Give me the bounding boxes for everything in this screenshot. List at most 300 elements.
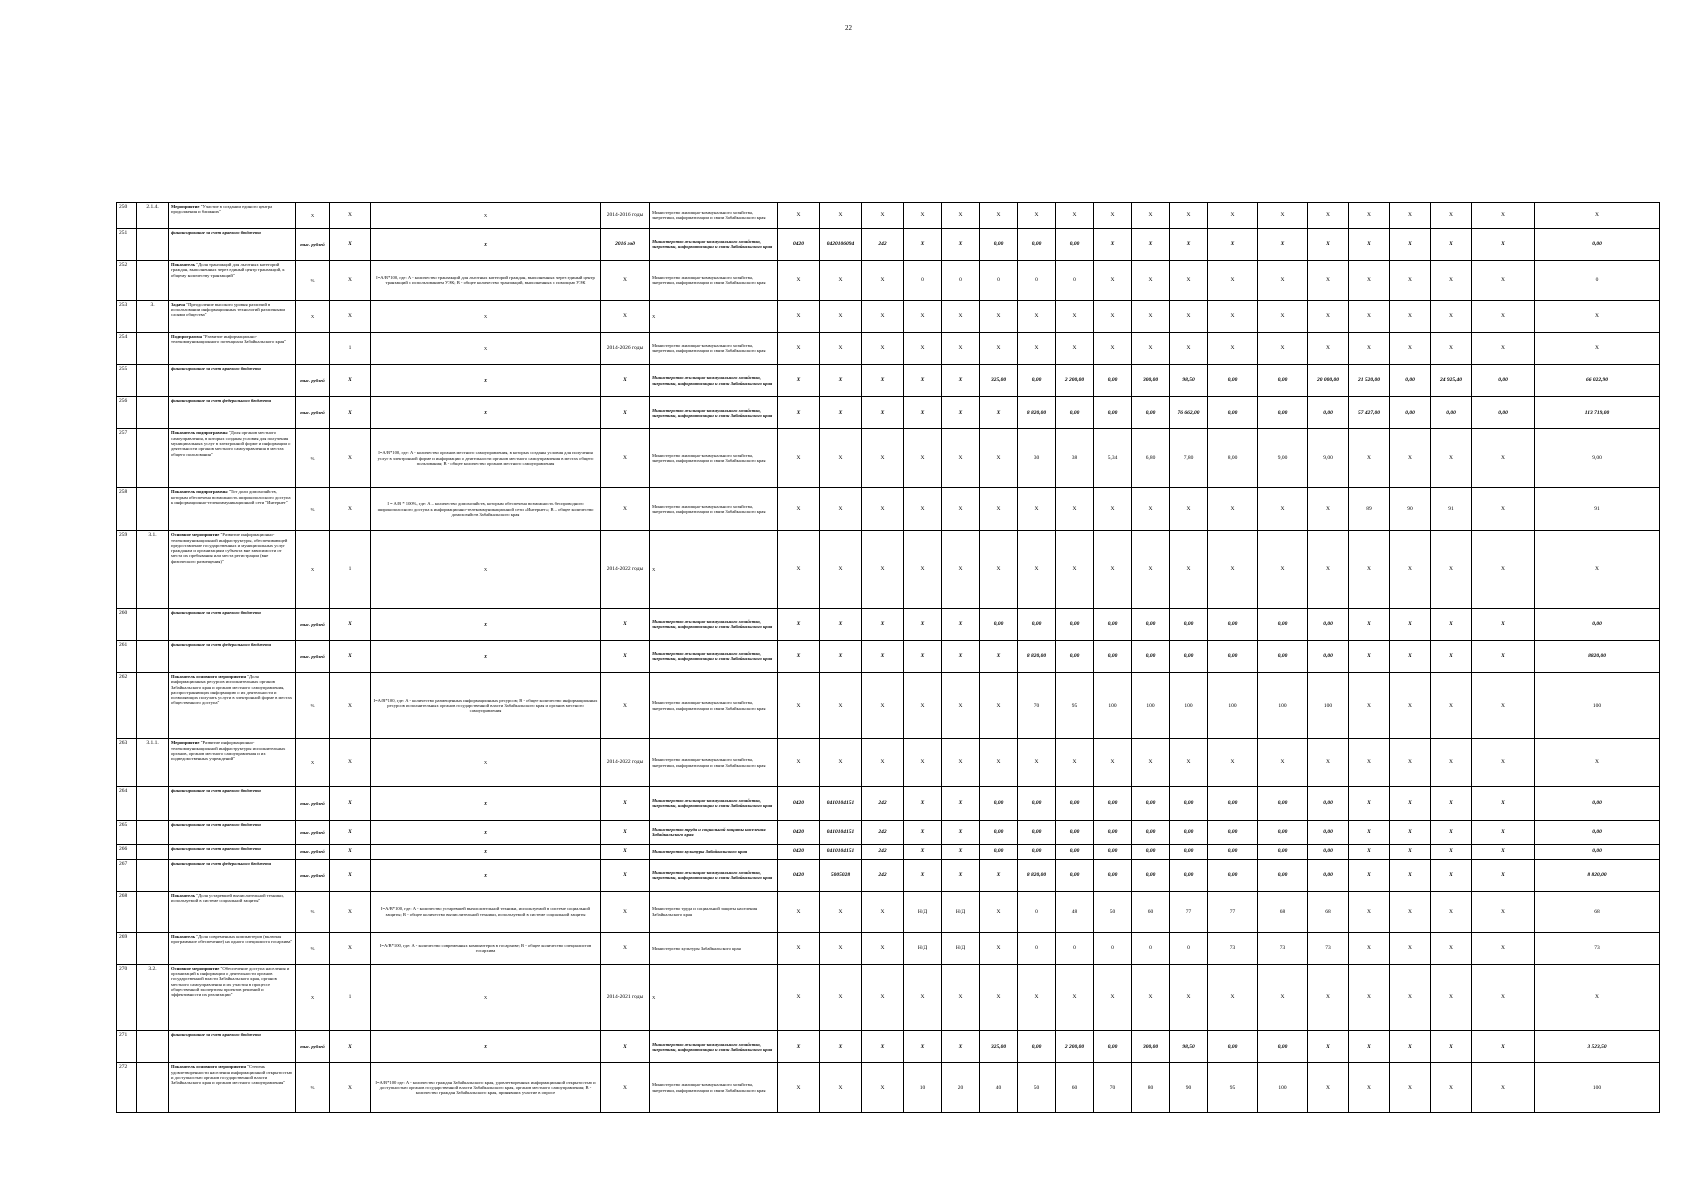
- row-value-cell: Х: [942, 672, 980, 739]
- row-period: Х: [601, 859, 650, 891]
- row-value-cell: Х: [1349, 1063, 1390, 1113]
- row-value-cell: Н/Д: [904, 891, 942, 932]
- row-name: [169, 964, 296, 1031]
- row-formula: Х: [371, 397, 601, 429]
- row-value-cell: Х: [1431, 260, 1472, 300]
- table-row: [117, 786, 1660, 820]
- row-number: 260: [117, 608, 137, 640]
- row-unit: тыс. рублей: [296, 228, 330, 260]
- row-name: [169, 932, 296, 964]
- row-value-cell: 0,00: [1018, 786, 1056, 820]
- row-value-cell: Х: [1431, 332, 1472, 364]
- row-value-cell: Х: [1258, 203, 1308, 229]
- row-value-cell: Х: [1472, 429, 1535, 488]
- row-executor: Х: [330, 891, 371, 932]
- row-number: 261: [117, 640, 137, 672]
- row-value-cell: Х: [980, 672, 1018, 739]
- row-value-cell: 73: [1535, 932, 1660, 964]
- row-value-cell: 0,00: [1094, 844, 1132, 859]
- row-value-cell: Х: [942, 964, 980, 1031]
- row-text: финансирование за счет федерального бюджета: [171, 860, 272, 866]
- row-unit: тыс. рублей: [296, 859, 330, 891]
- row-formula: Х: [371, 228, 601, 260]
- row-value-cell: 0,00: [1390, 365, 1431, 397]
- row-value-cell: Х: [1208, 228, 1258, 260]
- row-value-cell: Х: [862, 488, 904, 531]
- row-number: 257: [117, 429, 137, 488]
- row-value-cell: 3 523,50: [1535, 1031, 1660, 1063]
- row-value-cell: Х: [1390, 932, 1431, 964]
- row-value-cell: Х: [1258, 260, 1308, 300]
- table-row: [117, 1063, 1660, 1113]
- row-responsible: Министерство жилищно-коммунального хозяйства, энергетики, информатизации и связи Забайкальского края: [650, 1031, 778, 1063]
- row-value-cell: Х: [904, 300, 942, 332]
- row-unit: Х: [296, 203, 330, 229]
- row-text: "Развитие информационно-телекоммуникационной инфраструктуры исполнительных органов, органов местного самоуправления и их подведомственных учреждений": [171, 740, 286, 762]
- row-value-cell: Х: [942, 203, 980, 229]
- row-value-cell: 0,00: [1170, 608, 1208, 640]
- row-unit: %: [296, 891, 330, 932]
- row-executor: Х: [330, 300, 371, 332]
- row-label: Основное мероприятие: [171, 965, 220, 971]
- row-value-cell: Х: [1431, 859, 1472, 891]
- row-value-cell: Х: [1132, 203, 1170, 229]
- row-executor: Х: [330, 488, 371, 531]
- row-value-cell: 0,00: [1208, 786, 1258, 820]
- row-value-cell: 0: [1094, 932, 1132, 964]
- row-name: [169, 332, 296, 364]
- row-value-cell: Х: [1349, 672, 1390, 739]
- row-value-cell: 68: [1258, 891, 1308, 932]
- row-value-cell: Х: [1390, 203, 1431, 229]
- row-value-cell: 0,00: [1132, 844, 1170, 859]
- row-value-cell: Х: [862, 640, 904, 672]
- row-value-cell: 100: [1208, 672, 1258, 739]
- row-value-cell: 100: [1308, 672, 1349, 739]
- row-value-cell: 0,00: [1132, 859, 1170, 891]
- row-number: 258: [117, 488, 137, 531]
- row-value-cell: Х: [1472, 488, 1535, 531]
- row-value-cell: Х: [1431, 640, 1472, 672]
- row-text: финансирование за счет краевого бюджета: [171, 1032, 261, 1038]
- row-value-cell: Х: [862, 332, 904, 364]
- row-value-cell: Х: [820, 608, 862, 640]
- row-value-cell: Х: [980, 932, 1018, 964]
- row-value-cell: Х: [1132, 332, 1170, 364]
- row-value-cell: Х: [862, 739, 904, 786]
- row-code: [137, 608, 169, 640]
- row-executor: Х: [330, 608, 371, 640]
- row-formula: Х: [371, 786, 601, 820]
- row-number: 267: [117, 859, 137, 891]
- row-value-cell: Х: [1308, 488, 1349, 531]
- row-unit: Х: [296, 531, 330, 608]
- row-value-cell: 50: [1018, 1063, 1056, 1113]
- table-row: [117, 260, 1660, 300]
- row-executor: Х: [330, 1063, 371, 1113]
- row-value-cell: Х: [820, 260, 862, 300]
- row-value-cell: 0,00: [1018, 844, 1056, 859]
- row-value-cell: 0,00: [1170, 859, 1208, 891]
- row-value-cell: Х: [942, 1031, 980, 1063]
- row-value-cell: Х: [942, 488, 980, 531]
- row-label: Подпрограмма: [171, 333, 203, 339]
- row-unit: тыс. рублей: [296, 397, 330, 429]
- row-executor: Х: [330, 365, 371, 397]
- row-value-cell: 0,00: [980, 786, 1018, 820]
- row-value-cell: 325,00: [980, 1031, 1018, 1063]
- row-name: [169, 672, 296, 739]
- row-responsible: Министерство жилищно-коммунального хозяйства, энергетики, информатизации и связи Забайкальского края: [650, 332, 778, 364]
- row-value-cell: Х: [1431, 608, 1472, 640]
- row-value-cell: Х: [942, 365, 980, 397]
- row-value-cell: Х: [1431, 1063, 1472, 1113]
- row-value-cell: Х: [820, 1031, 862, 1063]
- row-value-cell: 0,00: [1535, 228, 1660, 260]
- row-code: [137, 429, 169, 488]
- row-value-cell: 0,00: [1132, 821, 1170, 845]
- row-value-cell: Х: [1018, 300, 1056, 332]
- row-value-cell: 0,00: [1094, 859, 1132, 891]
- row-executor: Х: [330, 640, 371, 672]
- row-value-cell: Х: [1056, 488, 1094, 531]
- row-period: Х: [601, 932, 650, 964]
- row-value-cell: 90: [1170, 1063, 1208, 1113]
- table-row: [117, 228, 1660, 260]
- row-value-cell: Х: [1258, 228, 1308, 260]
- row-code: 3.: [137, 300, 169, 332]
- row-value-cell: Х: [1018, 739, 1056, 786]
- row-number: 256: [117, 397, 137, 429]
- row-value-cell: 0,00: [1258, 821, 1308, 845]
- row-value-cell: Х: [1132, 300, 1170, 332]
- row-value-cell: Х: [1208, 964, 1258, 1031]
- row-value-cell: Х: [1390, 964, 1431, 1031]
- row-value-cell: Х: [778, 488, 820, 531]
- row-number: 253: [117, 300, 137, 332]
- row-value-cell: 0,00: [1094, 365, 1132, 397]
- row-responsible: Министерство жилищно-коммунального хозяйства, энергетики, информатизации и связи Забайкальского края: [650, 608, 778, 640]
- row-value-cell: 0420: [778, 786, 820, 820]
- row-formula: Х: [371, 821, 601, 845]
- row-value-cell: Х: [1170, 203, 1208, 229]
- row-value-cell: 38: [1056, 429, 1094, 488]
- row-executor: Х: [330, 203, 371, 229]
- row-value-cell: 100: [1132, 672, 1170, 739]
- row-value-cell: Х: [1472, 1063, 1535, 1113]
- row-value-cell: 0,00: [1018, 228, 1056, 260]
- row-value-cell: 73: [1308, 932, 1349, 964]
- row-value-cell: 0,00: [1132, 640, 1170, 672]
- row-value-cell: Х: [904, 640, 942, 672]
- row-value-cell: 0: [904, 260, 942, 300]
- row-value-cell: Х: [1431, 739, 1472, 786]
- row-value-cell: Х: [1472, 844, 1535, 859]
- row-value-cell: Х: [1535, 203, 1660, 229]
- row-label: Показатель: [171, 933, 196, 939]
- row-value-cell: Х: [820, 397, 862, 429]
- row-value-cell: Х: [1349, 260, 1390, 300]
- row-value-cell: Х: [1094, 260, 1132, 300]
- row-value-cell: Х: [1390, 859, 1431, 891]
- row-value-cell: 0,00: [1208, 1031, 1258, 1063]
- row-value-cell: 95: [1056, 672, 1094, 739]
- row-value-cell: Х: [1349, 429, 1390, 488]
- row-value-cell: Х: [778, 300, 820, 332]
- row-value-cell: Х: [980, 531, 1018, 608]
- row-unit: тыс. рублей: [296, 608, 330, 640]
- row-value-cell: Х: [1390, 608, 1431, 640]
- row-value-cell: Х: [1472, 891, 1535, 932]
- row-value-cell: 0,00: [1535, 786, 1660, 820]
- row-value-cell: 0,00: [980, 608, 1018, 640]
- row-name: [169, 260, 296, 300]
- row-value-cell: Х: [1094, 332, 1132, 364]
- row-value-cell: Х: [862, 891, 904, 932]
- row-value-cell: Х: [820, 672, 862, 739]
- row-value-cell: 57 427,00: [1349, 397, 1390, 429]
- row-value-cell: Х: [1349, 228, 1390, 260]
- row-value-cell: Х: [1208, 332, 1258, 364]
- row-value-cell: Х: [1472, 859, 1535, 891]
- table-row: [117, 203, 1660, 229]
- row-value-cell: 95: [1208, 1063, 1258, 1113]
- row-value-cell: Х: [1431, 672, 1472, 739]
- row-number: 252: [117, 260, 137, 300]
- row-value-cell: 0,00: [1472, 397, 1535, 429]
- row-code: 3.1.: [137, 531, 169, 608]
- row-value-cell: 0,00: [1535, 821, 1660, 845]
- row-text: "Доля устаревшей вычислительной техники, используемой в системе социальной защиты": [171, 892, 284, 904]
- row-value-cell: 0,00: [1258, 859, 1308, 891]
- row-unit: %: [296, 260, 330, 300]
- row-formula: Х: [371, 640, 601, 672]
- row-executor: Х: [330, 859, 371, 891]
- row-value-cell: Х: [942, 786, 980, 820]
- row-value-cell: Х: [980, 964, 1018, 1031]
- row-code: [137, 365, 169, 397]
- row-name: [169, 640, 296, 672]
- row-value-cell: Х: [1472, 608, 1535, 640]
- row-value-cell: 0,00: [1132, 608, 1170, 640]
- row-value-cell: Х: [778, 397, 820, 429]
- row-value-cell: Х: [1208, 203, 1258, 229]
- row-value-cell: Х: [1431, 531, 1472, 608]
- row-value-cell: Х: [1390, 300, 1431, 332]
- row-value-cell: Х: [980, 300, 1018, 332]
- row-value-cell: Х: [1132, 488, 1170, 531]
- row-formula: Х: [371, 203, 601, 229]
- row-value-cell: Х: [1535, 531, 1660, 608]
- row-value-cell: Х: [778, 891, 820, 932]
- row-name: [169, 891, 296, 932]
- row-value-cell: 0410104151: [820, 786, 862, 820]
- row-value-cell: 0,00: [1472, 365, 1535, 397]
- row-value-cell: 0420106094: [820, 228, 862, 260]
- table-row: [117, 300, 1660, 332]
- row-code: [137, 844, 169, 859]
- row-responsible: Министерство жилищно-коммунального хозяйства, энергетики, информатизации и связи Забайкальского края: [650, 228, 778, 260]
- row-value-cell: Х: [1258, 488, 1308, 531]
- row-value-cell: 0,00: [1094, 1031, 1132, 1063]
- row-responsible: Министерство жилищно-коммунального хозяйства, энергетики, информатизации и связи Забайкальского края: [650, 1063, 778, 1113]
- table-row: [117, 488, 1660, 531]
- row-value-cell: 6,80: [1132, 429, 1170, 488]
- row-value-cell: 0,00: [1132, 397, 1170, 429]
- row-value-cell: 24 925,40: [1431, 365, 1472, 397]
- row-value-cell: Х: [1431, 891, 1472, 932]
- row-unit: %: [296, 429, 330, 488]
- row-value-cell: Х: [1431, 964, 1472, 1031]
- row-formula: Х: [371, 608, 601, 640]
- row-text: финансирование за счет федерального бюджета: [171, 398, 272, 404]
- row-value-cell: 0,00: [1308, 786, 1349, 820]
- row-value-cell: Х: [1472, 300, 1535, 332]
- row-value-cell: Х: [1472, 260, 1535, 300]
- row-formula: Х: [371, 964, 601, 1031]
- row-value-cell: Х: [1431, 932, 1472, 964]
- row-value-cell: Х: [1208, 739, 1258, 786]
- row-text: "Доля органов местного самоуправления, в которых созданы условия для получения муниципальных услуг в электронной форме и информации о деятельности органов местного самоуправления в местах общего пользования": [171, 430, 291, 457]
- row-value-cell: 91: [1431, 488, 1472, 531]
- row-value-cell: 98,50: [1170, 1031, 1208, 1063]
- row-name: [169, 844, 296, 859]
- row-value-cell: 0: [1018, 260, 1056, 300]
- row-value-cell: Х: [1208, 300, 1258, 332]
- row-value-cell: Х: [820, 739, 862, 786]
- row-value-cell: Х: [1094, 228, 1132, 260]
- row-value-cell: Х: [904, 964, 942, 1031]
- row-value-cell: Х: [904, 531, 942, 608]
- row-value-cell: Х: [1431, 300, 1472, 332]
- row-value-cell: 73: [1208, 932, 1258, 964]
- row-formula: I=A/B*100, где: A - количество транзакций для льготных категорий граждан, выполненных через единый центр транзакций с использованием УЭК; B - общее количество транзакций, выполненных с помощью УЭК: [371, 260, 601, 300]
- row-value-cell: Х: [1535, 300, 1660, 332]
- row-period: Х: [601, 1031, 650, 1063]
- row-value-cell: Х: [1472, 932, 1535, 964]
- row-value-cell: 100: [1094, 672, 1132, 739]
- row-number: 270: [117, 964, 137, 1031]
- row-period: 2014-2022 годы: [601, 739, 650, 786]
- row-text: "Преодоление высокого уровня различий в использовании информационных технологий различными слоями общества": [171, 301, 285, 318]
- row-text: финансирование за счет федерального бюджета: [171, 641, 272, 647]
- row-value-cell: 0,00: [1094, 786, 1132, 820]
- row-value-cell: Х: [862, 964, 904, 1031]
- row-value-cell: 5005028: [820, 859, 862, 891]
- row-value-cell: 113 719,00: [1535, 397, 1660, 429]
- row-code: [137, 260, 169, 300]
- row-value-cell: 100: [1258, 672, 1308, 739]
- row-text: "Доля информационных ресурсов исполнительных органов Забайкальского края и органов местного самоуправления, распространяющих информацию о их деятельности и позволяющих получать услуги в электронной форме в местах общественного доступа": [171, 673, 293, 706]
- row-value-cell: 0,00: [1208, 608, 1258, 640]
- page-number: 22: [845, 24, 852, 32]
- row-name: [169, 365, 296, 397]
- row-value-cell: Х: [1349, 844, 1390, 859]
- row-value-cell: 100: [1535, 672, 1660, 739]
- row-period: Х: [601, 821, 650, 845]
- row-period: Х: [601, 608, 650, 640]
- row-name: [169, 203, 296, 229]
- row-value-cell: 0,00: [1535, 844, 1660, 859]
- row-value-cell: 0,00: [1018, 365, 1056, 397]
- row-value-cell: 0,00: [1056, 821, 1094, 845]
- row-text: "Развитие информационно-телекоммуникационной инфраструктуры, обеспечивающей предоставление государственных и муниципальных услуг гражданам и организациям субъекта вне зависимости от места их пребывания или места регистрации (вне физического размещения)": [171, 532, 288, 564]
- row-value-cell: Х: [1132, 260, 1170, 300]
- row-value-cell: Х: [1535, 739, 1660, 786]
- row-value-cell: Х: [942, 608, 980, 640]
- row-value-cell: 0,00: [1094, 821, 1132, 845]
- row-value-cell: Х: [778, 964, 820, 1031]
- row-period: Х: [601, 672, 650, 739]
- row-responsible: Министерство труда и социальной защиты населения Забайкальского края: [650, 891, 778, 932]
- row-value-cell: Х: [1258, 332, 1308, 364]
- row-value-cell: Н/Д: [942, 932, 980, 964]
- row-value-cell: 100: [1258, 1063, 1308, 1113]
- row-value-cell: Х: [820, 932, 862, 964]
- row-number: 254: [117, 332, 137, 364]
- row-value-cell: Х: [1349, 821, 1390, 845]
- row-period: Х: [601, 488, 650, 531]
- row-name: [169, 821, 296, 845]
- row-label: Показатель подпрограммы: [171, 430, 228, 436]
- row-value-cell: Х: [904, 786, 942, 820]
- row-value-cell: Х: [1258, 531, 1308, 608]
- row-value-cell: Х: [1018, 488, 1056, 531]
- row-responsible: Министерство жилищно-коммунального хозяйства, энергетики, информатизации и связи Забайкальского края: [650, 260, 778, 300]
- row-value-cell: 0,00: [1208, 821, 1258, 845]
- row-executor: 1: [330, 964, 371, 1031]
- row-name: [169, 786, 296, 820]
- row-value-cell: Х: [1056, 332, 1094, 364]
- row-value-cell: 0410104151: [820, 844, 862, 859]
- row-value-cell: Х: [820, 1063, 862, 1113]
- row-value-cell: Х: [1431, 786, 1472, 820]
- row-number: 251: [117, 228, 137, 260]
- row-value-cell: Х: [1094, 300, 1132, 332]
- row-value-cell: Х: [942, 640, 980, 672]
- row-value-cell: Х: [904, 844, 942, 859]
- row-value-cell: 9,00: [1258, 429, 1308, 488]
- row-value-cell: Х: [1258, 964, 1308, 1031]
- row-executor: Х: [330, 786, 371, 820]
- row-responsible: Министерство жилищно-коммунального хозяйства, энергетики, информатизации и связи Забайкальского края: [650, 786, 778, 820]
- row-value-cell: Х: [904, 739, 942, 786]
- row-number: 268: [117, 891, 137, 932]
- row-value-cell: Х: [778, 1063, 820, 1113]
- row-value-cell: 30: [1018, 429, 1056, 488]
- row-number: 265: [117, 821, 137, 845]
- row-value-cell: 8,00: [1208, 429, 1258, 488]
- row-responsible: Министерство жилищно-коммунального хозяйства, энергетики, информатизации и связи Забайкальского края: [650, 429, 778, 488]
- row-value-cell: 242: [862, 228, 904, 260]
- row-value-cell: 5,34: [1094, 429, 1132, 488]
- row-text: "Доля транзакций для льготных категорий граждан, выполненных через единый центр транзакций, к общему количеству транзакций": [171, 261, 285, 278]
- row-value-cell: Х: [1472, 786, 1535, 820]
- row-formula: I=A/B*100, где: A - количество органов местного самоуправления, в которых созданы условия для получения услуг в электронной форме и информации о деятельности органов местного самоуправления в местах общего пользования; B - общее количество органов местного самоуправления: [371, 429, 601, 488]
- row-value-cell: Х: [1349, 531, 1390, 608]
- row-value-cell: Н/Д: [904, 932, 942, 964]
- row-code: [137, 228, 169, 260]
- row-period: Х: [601, 891, 650, 932]
- row-name: [169, 608, 296, 640]
- row-value-cell: 68: [1535, 891, 1660, 932]
- table-row: [117, 932, 1660, 964]
- row-value-cell: Х: [1170, 300, 1208, 332]
- row-value-cell: 0: [1056, 932, 1094, 964]
- row-value-cell: Х: [1258, 739, 1308, 786]
- row-text: финансирование за счет краевого бюджета: [171, 845, 261, 851]
- row-value-cell: Х: [904, 365, 942, 397]
